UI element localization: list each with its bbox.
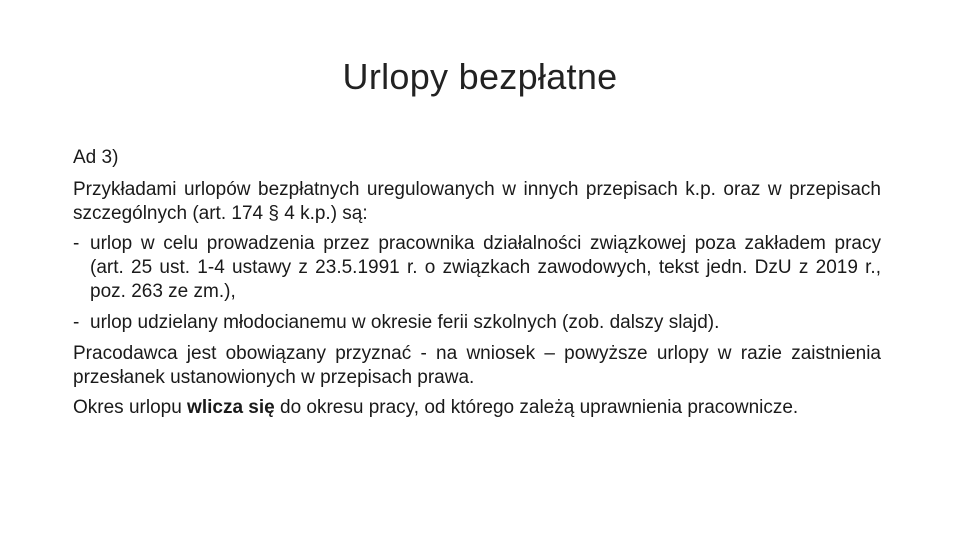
- slide-body: [73, 146, 881, 426]
- list-item-text: urlop w celu prowadzenia przez pracownika działalności związkowej poza zakładem pracy (art. 25 ust. 1-4 ustawy z 23.5.1991 r. o związkach zawodowych, tekst jedn. DzU z 2019 r., poz. 263 ze zm.),: [90, 233, 881, 302]
- intro-label: Ad 3): [73, 147, 119, 168]
- period-paragraph: [73, 396, 881, 420]
- dash-bullet: -: [73, 233, 80, 254]
- period-bold-text: wlicza się: [187, 397, 275, 418]
- list-item: [73, 232, 881, 304]
- period-text-before: Okres urlopu: [73, 397, 188, 418]
- intro-paragraph: Przykładami urlopów bezpłatnych uregulowanych w innych przepisach k.p. oraz w przepisach szczególnych (art. 174 § 4 k.p.) są:: [73, 179, 881, 224]
- slide-title: Urlopy bezpłatne: [342, 56, 618, 97]
- list-item: [73, 311, 881, 335]
- period-text-after: do okresu pracy, od którego zależą uprawnienia pracownicze.: [274, 397, 799, 418]
- dash-bullet: -: [73, 312, 80, 333]
- list-item-text: urlop udzielany młodocianemu w okresie ferii szkolnych (zob. dalszy slajd).: [90, 312, 720, 333]
- employer-paragraph: Pracodawca jest obowiązany przyznać - na wniosek – powyższe urlopy w razie zaistnienia przesłanek ustanowionych w przepisach prawa.: [73, 343, 881, 388]
